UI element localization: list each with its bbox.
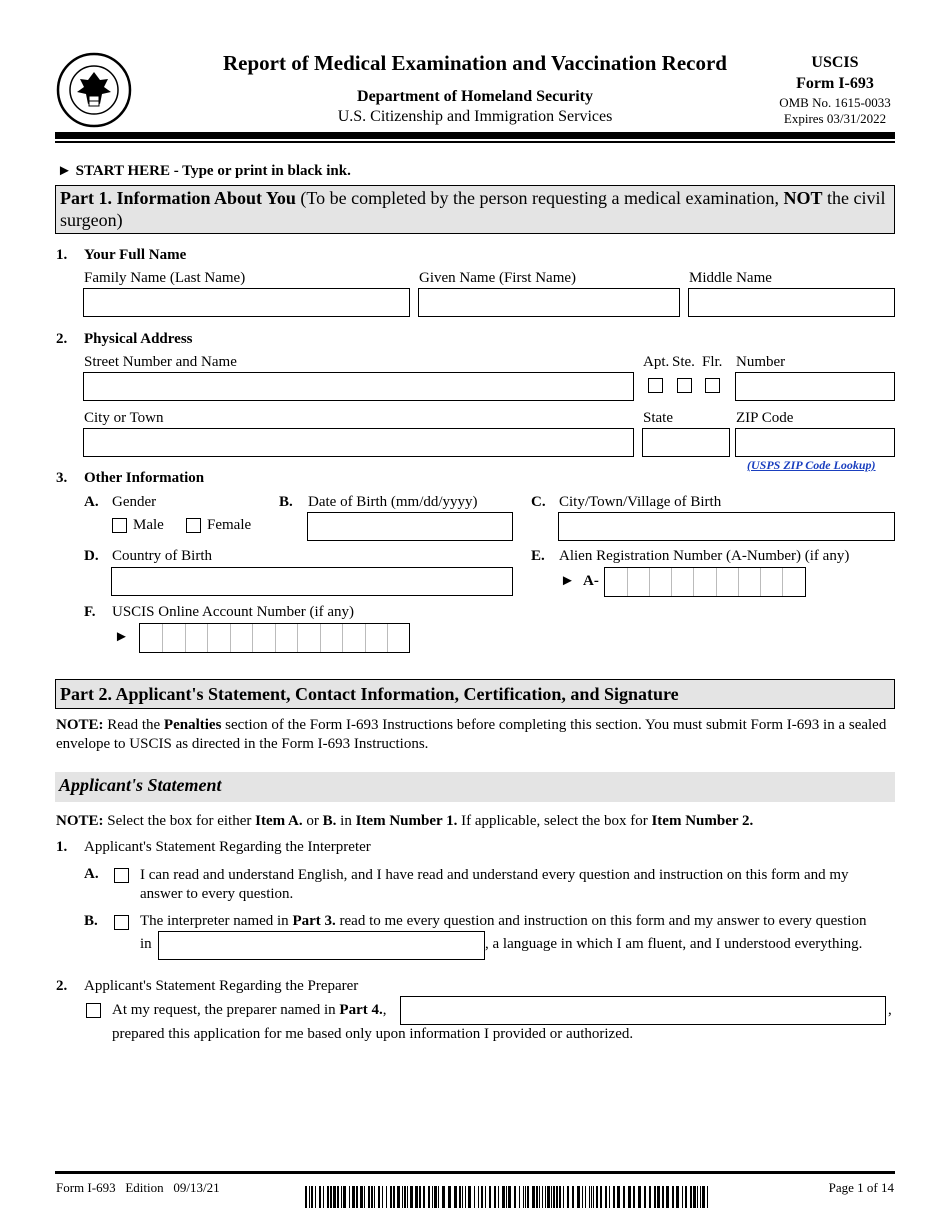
state-field[interactable] — [642, 428, 730, 457]
barcode-bar — [519, 1186, 520, 1208]
barcode-bar — [638, 1186, 641, 1208]
barcode-bar — [707, 1186, 708, 1208]
barcode-bar — [676, 1186, 679, 1208]
statement-note-item-b: B. — [322, 813, 337, 829]
barcode-bar — [407, 1186, 408, 1208]
barcode-bar — [432, 1186, 433, 1208]
barcode-bar — [494, 1186, 496, 1208]
male-checkbox[interactable] — [112, 518, 127, 533]
barcode-bar — [462, 1186, 463, 1208]
statement-note-or: or — [302, 813, 323, 829]
barcode-bar — [371, 1186, 373, 1208]
barcode-bar — [438, 1186, 439, 1208]
form-title: Report of Medical Examination and Vaccination Record — [223, 51, 727, 75]
barcode-bar — [502, 1186, 505, 1208]
interpreter-checkbox[interactable] — [114, 915, 129, 930]
barcode-bar — [572, 1186, 574, 1208]
s1a-letter: A. — [84, 866, 99, 882]
barcode-bar — [390, 1186, 392, 1208]
city-label: City or Town — [84, 410, 164, 426]
city-birth-field[interactable] — [558, 512, 895, 541]
barcode-bar — [613, 1186, 615, 1208]
barcode-bar — [523, 1186, 524, 1208]
barcode-bar — [352, 1186, 355, 1208]
barcode-bar — [644, 1186, 646, 1208]
s2-text-b: prepared this application for me based only upon information I provided or authorized. — [112, 1026, 634, 1042]
apt-number-field[interactable] — [735, 372, 895, 401]
statement-note-item-a: Item A. — [255, 813, 303, 829]
barcode-bar — [563, 1186, 564, 1208]
barcode-bar — [628, 1186, 631, 1208]
footer-rule — [55, 1171, 895, 1174]
part1-title: Part 1. Information About You — [60, 188, 296, 208]
preparer-checkbox[interactable] — [86, 1003, 101, 1018]
country-birth-field[interactable] — [111, 567, 513, 596]
family-name-field[interactable] — [83, 288, 410, 317]
barcode-bar — [654, 1186, 656, 1208]
part1-desc-b: the civil surgeon) — [60, 188, 886, 230]
flr-checkbox[interactable] — [705, 378, 720, 393]
barcode-bar — [600, 1186, 602, 1208]
barcode-bar — [547, 1186, 550, 1208]
dob-label: Date of Birth (mm/dd/yyyy) — [308, 494, 478, 510]
barcode-bar — [666, 1186, 669, 1208]
barcode-bar — [368, 1186, 370, 1208]
zip-label: ZIP Code — [736, 410, 794, 426]
barcode-bar — [364, 1186, 365, 1208]
barcode-bar — [539, 1186, 540, 1208]
barcode-bar — [330, 1186, 332, 1208]
barcode-bar — [690, 1186, 692, 1208]
barcode-bar — [397, 1186, 400, 1208]
footer-page: Page 1 of 14 — [828, 1180, 894, 1195]
barcode-bar — [527, 1186, 529, 1208]
barcode-bar — [341, 1186, 342, 1208]
uscis-account-field[interactable] — [139, 623, 410, 653]
q3f-letter: F. — [84, 604, 96, 620]
applicant-statement-heading: Applicant's Statement — [55, 772, 895, 802]
barcode-bar — [434, 1186, 437, 1208]
a-number-field[interactable] — [604, 567, 806, 597]
language-field[interactable] — [158, 931, 485, 960]
q3d-letter: D. — [84, 548, 99, 564]
barcode-bar — [591, 1186, 592, 1208]
barcode — [305, 1186, 713, 1208]
barcode-bar — [508, 1186, 511, 1208]
barcode-bar — [662, 1186, 664, 1208]
given-name-field[interactable] — [418, 288, 680, 317]
barcode-bar — [585, 1186, 586, 1208]
street-label: Street Number and Name — [84, 354, 237, 370]
barcode-bar — [459, 1186, 461, 1208]
barcode-bar — [315, 1186, 316, 1208]
given-name-label: Given Name (First Name) — [419, 270, 577, 286]
barcode-bar — [337, 1186, 339, 1208]
part2-note-text-a: Read the — [103, 717, 164, 733]
dob-field[interactable] — [307, 512, 513, 541]
barcode-bar — [672, 1186, 674, 1208]
department-name: Department of Homeland Security — [357, 88, 593, 105]
s1b-letter: B. — [84, 913, 98, 929]
part2-note-label: NOTE: — [56, 717, 104, 733]
statement-note-label: NOTE: — [56, 813, 104, 829]
s1b-in: in — [140, 936, 152, 952]
barcode-bar — [542, 1186, 543, 1208]
q3e-letter: E. — [531, 548, 545, 564]
ste-label: Ste. — [672, 354, 695, 370]
barcode-bar — [553, 1186, 555, 1208]
barcode-bar — [582, 1186, 583, 1208]
barcode-bar — [649, 1186, 651, 1208]
s1b-text-a: The interpreter named in — [140, 913, 293, 929]
form-org: USCIS — [811, 54, 859, 71]
s1b-text — [140, 913, 900, 930]
statement-note-item1: Item Number 1. — [355, 813, 458, 829]
header-rule — [55, 132, 895, 139]
barcode-bar — [319, 1186, 321, 1208]
part1-header — [55, 185, 895, 234]
barcode-bar — [442, 1186, 445, 1208]
flr-label: Flr. — [702, 354, 723, 370]
barcode-bar — [605, 1186, 607, 1208]
apt-checkbox[interactable] — [648, 378, 663, 393]
barcode-bar — [577, 1186, 580, 1208]
s2-comma1: , — [382, 1002, 387, 1018]
omb-number: OMB No. 1615-0033 — [779, 95, 891, 110]
barcode-bar — [356, 1186, 358, 1208]
statement-note-text-b: If applicable, select the box for — [457, 813, 652, 829]
barcode-bar — [589, 1186, 590, 1208]
s1-label: Applicant's Statement Regarding the Interpreter — [84, 839, 371, 855]
barcode-bar — [410, 1186, 413, 1208]
dhs-seal — [56, 52, 132, 128]
barcode-bar — [700, 1186, 701, 1208]
expiration-date: Expires 03/31/2022 — [783, 111, 887, 126]
s2-part4: Part 4. — [339, 1002, 383, 1018]
a-number-prefix: A- — [583, 573, 599, 589]
state-label: State — [643, 410, 673, 426]
part2-note — [56, 716, 891, 754]
barcode-bar — [454, 1186, 457, 1208]
zip-field[interactable] — [735, 428, 895, 457]
barcode-bar — [506, 1186, 507, 1208]
male-label: Male — [133, 517, 164, 533]
zip-lookup-link[interactable]: (USPS ZIP Code Lookup) — [747, 458, 876, 472]
english-checkbox[interactable] — [114, 868, 129, 883]
barcode-bar — [349, 1186, 350, 1208]
barcode-bar — [685, 1186, 687, 1208]
barcode-bar — [474, 1186, 475, 1208]
barcode-bar — [514, 1186, 516, 1208]
barcode-bar — [478, 1186, 479, 1208]
barcode-bar — [415, 1186, 418, 1208]
barcode-bar — [386, 1186, 387, 1208]
middle-name-label: Middle Name — [689, 270, 772, 286]
city-field[interactable] — [83, 428, 634, 457]
barcode-bar — [481, 1186, 483, 1208]
statement-note-item2: Item Number 2. — [651, 813, 754, 829]
barcode-bar — [404, 1186, 406, 1208]
s1a-text: I can read and understand English, and I have read and understand every question and instruction on this form and my answer to every question. — [140, 867, 849, 902]
a-number-label: Alien Registration Number (A-Number) (if any) — [559, 548, 850, 564]
number-label: Number — [736, 354, 786, 370]
barcode-bar — [382, 1186, 383, 1208]
uscis-account-arrow: ► — [114, 629, 129, 645]
barcode-bar — [593, 1186, 594, 1208]
q2-number: 2. — [56, 331, 68, 347]
part2-header: Part 2. Applicant's Statement, Contact Information, Certification, and Signature — [55, 679, 895, 709]
barcode-bar — [623, 1186, 625, 1208]
street-field[interactable] — [83, 372, 634, 401]
uscis-account-label: USCIS Online Account Number (if any) — [112, 604, 355, 620]
female-checkbox[interactable] — [186, 518, 201, 533]
q1-label: Your Full Name — [84, 247, 187, 263]
a-number-arrow: ► — [560, 573, 575, 589]
s2-comma2: , — [888, 1002, 892, 1018]
barcode-bar — [327, 1186, 329, 1208]
city-birth-label: City/Town/Village of Birth — [559, 494, 722, 510]
barcode-bar — [448, 1186, 451, 1208]
middle-name-field[interactable] — [688, 288, 895, 317]
barcode-bar — [596, 1186, 598, 1208]
statement-note-text-a: Select the box for either — [103, 813, 256, 829]
barcode-bar — [311, 1186, 313, 1208]
gender-label: Gender — [112, 494, 157, 510]
footer-edition: Form I-693 Edition 09/13/21 — [56, 1180, 220, 1195]
barcode-bar — [498, 1186, 499, 1208]
s1b-part3: Part 3. — [292, 913, 336, 929]
barcode-bar — [485, 1186, 486, 1208]
barcode-bar — [697, 1186, 698, 1208]
barcode-bar — [465, 1186, 466, 1208]
barcode-bar — [633, 1186, 635, 1208]
q3-label: Other Information — [84, 470, 205, 486]
s1-number: 1. — [56, 839, 68, 855]
barcode-bar — [489, 1186, 491, 1208]
barcode-bar — [702, 1186, 705, 1208]
q1-number: 1. — [56, 247, 68, 263]
barcode-bar — [423, 1186, 425, 1208]
barcode-bar — [545, 1186, 546, 1208]
barcode-bar — [559, 1186, 561, 1208]
penalties-ref: Penalties — [163, 717, 222, 733]
barcode-bar — [402, 1186, 403, 1208]
female-label: Female — [207, 517, 252, 533]
barcode-bar — [305, 1186, 307, 1208]
barcode-bar — [693, 1186, 696, 1208]
barcode-bar — [532, 1186, 535, 1208]
s2-text-a: At my request, the preparer named in — [112, 1002, 340, 1018]
q3c-letter: C. — [531, 494, 546, 510]
form-id: Form I-693 — [796, 75, 874, 92]
statement-note — [56, 813, 896, 830]
barcode-bar — [657, 1186, 660, 1208]
part2-note-text-b: section of the Form I-693 Instructions before completing this section. You must submit Form I-693 in a sealed envelope to USCIS as directed in the Form I-693 Instructions. — [56, 717, 887, 752]
barcode-bar — [556, 1186, 558, 1208]
q3b-letter: B. — [279, 494, 293, 510]
s2-number: 2. — [56, 978, 68, 994]
barcode-bar — [323, 1186, 324, 1208]
s2-label: Applicant's Statement Regarding the Preparer — [84, 978, 359, 994]
start-here: ► START HERE - Type or print in black ink. — [57, 163, 351, 179]
barcode-bar — [374, 1186, 375, 1208]
part1-desc-a: (To be completed by the person requesting a medical examination, — [295, 188, 784, 208]
agency-name: U.S. Citizenship and Immigration Services — [337, 108, 613, 125]
statement-note-in: in — [336, 813, 356, 829]
barcode-bar — [567, 1186, 569, 1208]
country-birth-label: Country of Birth — [112, 548, 212, 564]
barcode-bar — [333, 1186, 336, 1208]
barcode-bar — [536, 1186, 538, 1208]
barcode-bar — [682, 1186, 683, 1208]
barcode-bar — [393, 1186, 395, 1208]
barcode-bar — [309, 1186, 310, 1208]
header-rule-thin — [55, 141, 895, 143]
preparer-name-field[interactable] — [400, 996, 886, 1025]
barcode-bar — [378, 1186, 380, 1208]
barcode-bar — [419, 1186, 421, 1208]
s2-text — [112, 1002, 387, 1019]
barcode-bar — [525, 1186, 526, 1208]
barcode-bar — [551, 1186, 552, 1208]
q3a-letter: A. — [84, 494, 99, 510]
s1b-text-b: read to me every question and instruction on this form and my answer to every question — [335, 913, 867, 929]
barcode-bar — [609, 1186, 610, 1208]
q2-label: Physical Address — [84, 331, 193, 347]
q3-number: 3. — [56, 470, 68, 486]
barcode-bar — [360, 1186, 363, 1208]
part1-desc-not: NOT — [783, 188, 823, 208]
barcode-bar — [343, 1186, 346, 1208]
barcode-bar — [468, 1186, 471, 1208]
ste-checkbox[interactable] — [677, 378, 692, 393]
apt-label: Apt. — [643, 354, 670, 370]
barcode-bar — [428, 1186, 430, 1208]
barcode-bar — [617, 1186, 620, 1208]
family-name-label: Family Name (Last Name) — [84, 270, 246, 286]
s1b-text-c: , a language in which I am fluent, and I understood everything. — [485, 936, 863, 952]
